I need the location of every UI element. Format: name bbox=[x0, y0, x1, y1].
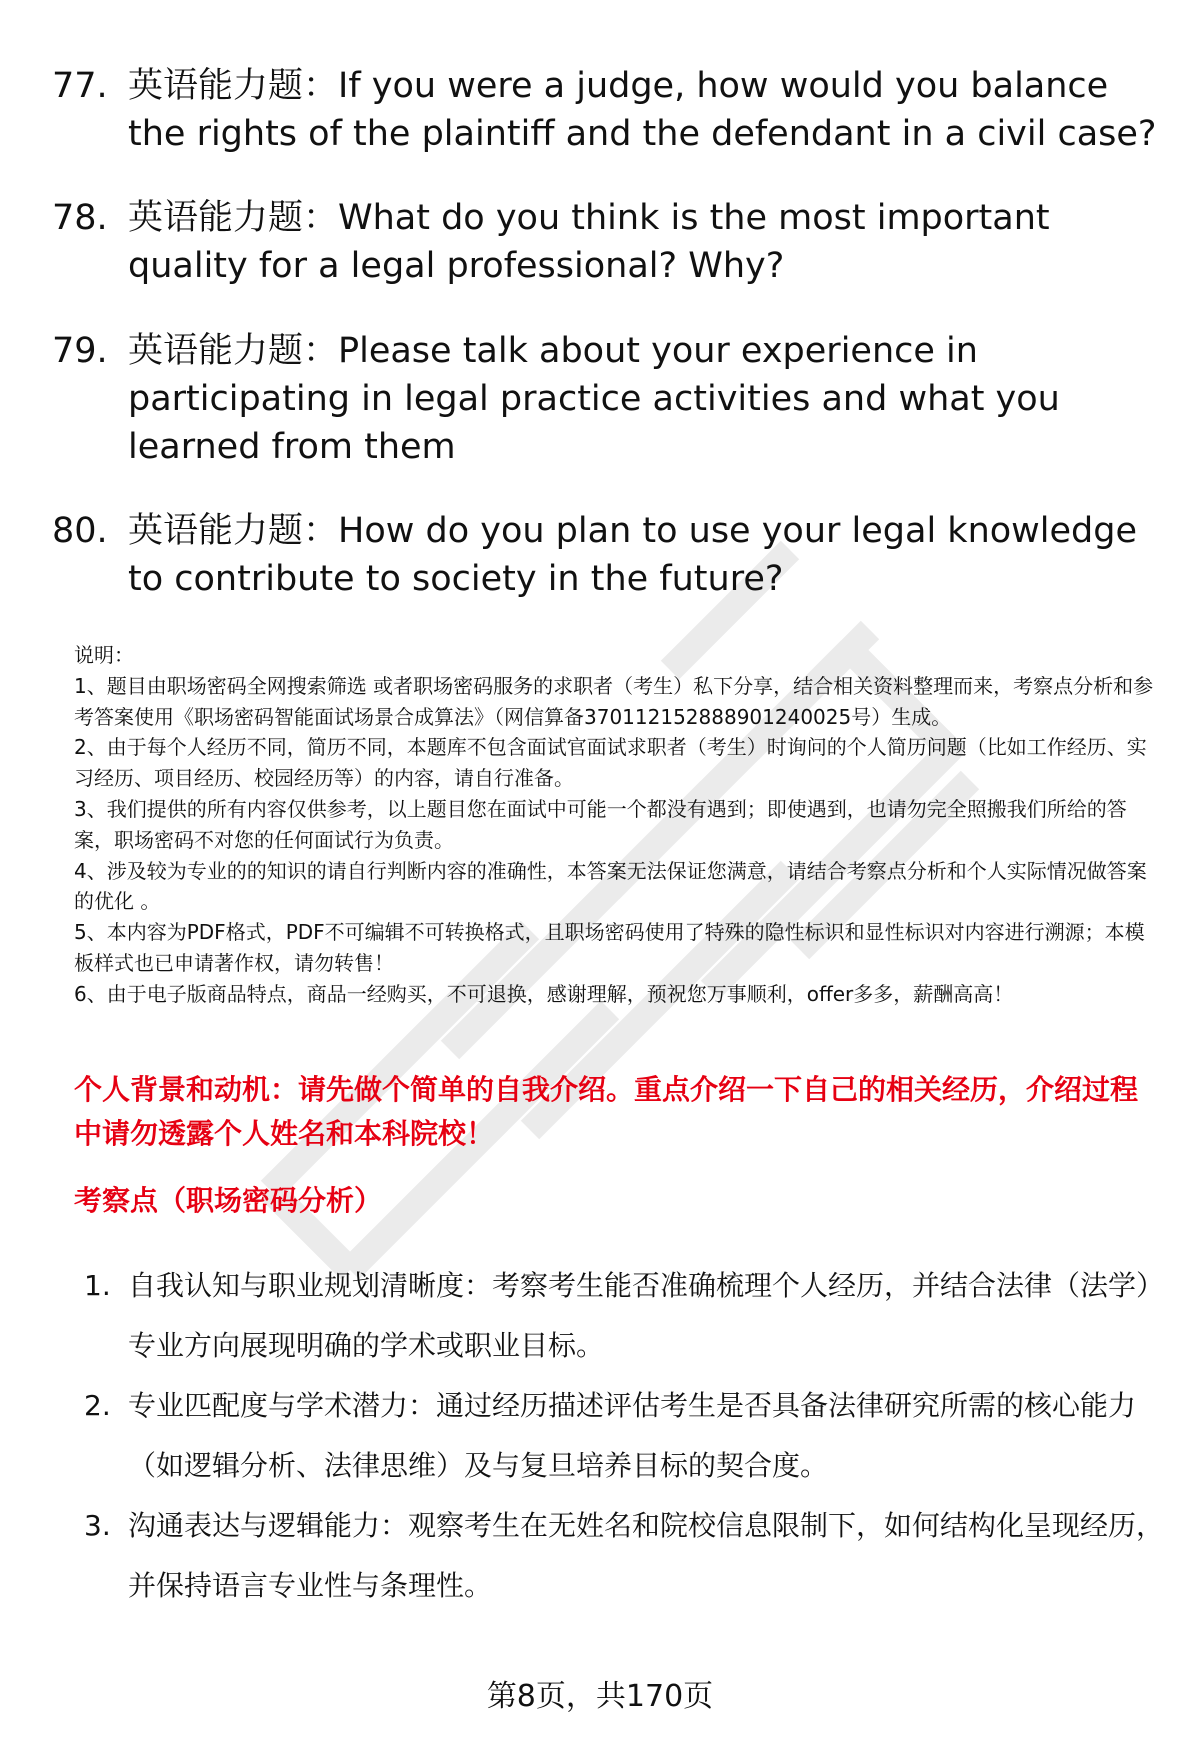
question-number: 77. bbox=[52, 66, 108, 106]
question-text: 英语能力题：How do you plan to use your legal knowledge to contribute to society in the future? bbox=[128, 511, 1138, 599]
point-text: 自我认知与职业规划清晰度：考察考生能否准确梳理个人经历，并结合法律（法学）专业方向展现明确的学术或职业目标。 bbox=[128, 1269, 1165, 1362]
section-subheading: 考察点（职场密码分析） bbox=[74, 1184, 383, 1217]
question-item bbox=[52, 327, 1162, 471]
section-heading: 个人背景和动机：请先做个简单的自我介绍。重点介绍一下自己的相关经历，介绍过程中请勿透露个人姓名和本科院校！ bbox=[74, 1073, 1139, 1150]
question-list bbox=[52, 62, 1162, 639]
question-item bbox=[52, 507, 1162, 603]
question-text: 英语能力题：If you were a judge, how would you balance the rights of the plaintiff and the defendant in a civil case? bbox=[128, 66, 1157, 154]
point-text: 沟通表达与逻辑能力：观察考生在无姓名和院校信息限制下，如何结构化呈现经历，并保持语言专业性与条理性。 bbox=[128, 1509, 1165, 1602]
question-number: 79. bbox=[52, 331, 108, 371]
analysis-point-list bbox=[84, 1256, 1164, 1616]
note-item: 6、由于电子版商品特点，商品一经购买，不可退换，感谢理解，预祝您万事顺利，offer多多，薪酬高高！ bbox=[74, 981, 1014, 1006]
point-number: 2. bbox=[84, 1389, 111, 1422]
analysis-point bbox=[84, 1496, 1164, 1616]
note-item: 3、我们提供的所有内容仅供参考，以上题目您在面试中可能一个都没有遇到；即使遇到，也请勿完全照搬我们所给的答案，职场密码不对您的任何面试行为负责。 bbox=[74, 796, 1127, 852]
notes-section bbox=[74, 640, 1164, 1010]
question-text: 英语能力题：What do you think is the most important quality for a legal professional? Why? bbox=[128, 198, 1050, 286]
question-text: 英语能力题：Please talk about your experience in participating in legal practice activities and what you learned from them bbox=[128, 331, 1060, 467]
note-item: 2、由于每个人经历不同，简历不同，本题库不包含面试官面试求职者（考生）时询问的个人简历问题（比如工作经历、实习经历、项目经历、校园经历等）的内容，请自行准备。 bbox=[74, 735, 1147, 791]
analysis-point bbox=[84, 1256, 1164, 1376]
notes-title: 说明： bbox=[74, 643, 134, 667]
question-number: 80. bbox=[52, 511, 108, 551]
question-item bbox=[52, 62, 1162, 158]
point-text: 专业匹配度与学术潜力：通过经历描述评估考生是否具备法律研究所需的核心能力（如逻辑分析、法律思维）及与复旦培养目标的契合度。 bbox=[128, 1389, 1137, 1482]
note-item: 1、题目由职场密码全网搜索筛选 或者职场密码服务的求职者（考生）私下分享，结合相关资料整理而来，考察点分析和参考答案使用《职场密码智能面试场景合成算法》（网信算备370112152888901240025号）生成。 bbox=[74, 673, 1154, 729]
question-number: 78. bbox=[52, 198, 108, 238]
note-item: 4、涉及较为专业的的知识的请自行判断内容的准确性，本答案无法保证您满意，请结合考察点分析和个人实际情况做答案的优化 。 bbox=[74, 858, 1147, 914]
point-number: 3. bbox=[84, 1509, 111, 1542]
question-item bbox=[52, 194, 1162, 290]
note-item: 5、本内容为PDF格式，PDF不可编辑不可转换格式，且职场密码使用了特殊的隐性标识和显性标识对内容进行溯源；本模板样式也已申请著作权，请勿转售！ bbox=[74, 920, 1145, 975]
page-number: 第8页，共170页 bbox=[486, 1679, 714, 1714]
analysis-point bbox=[84, 1376, 1164, 1496]
point-number: 1. bbox=[84, 1269, 111, 1302]
